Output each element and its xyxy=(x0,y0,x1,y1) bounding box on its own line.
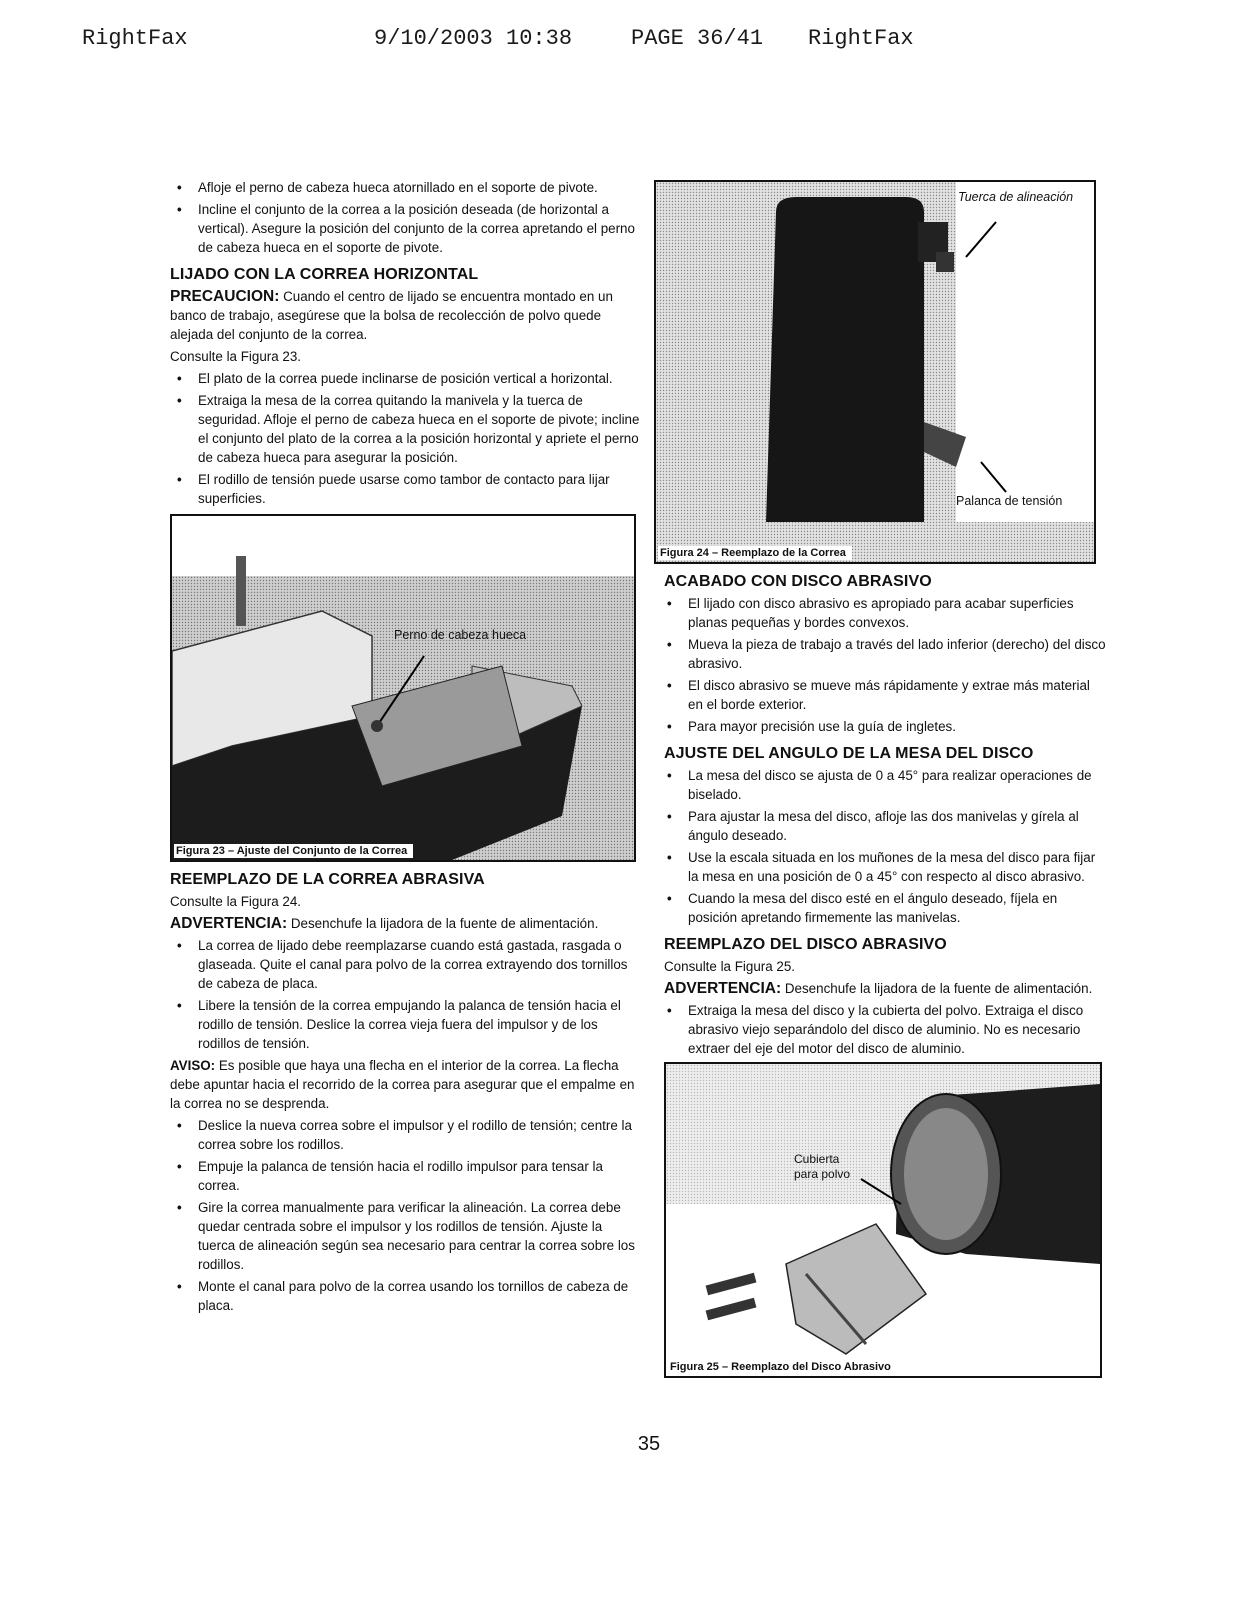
sec2-bullet-list-a xyxy=(170,936,640,1053)
warning-lead: ADVERTENCIA: xyxy=(170,915,288,932)
heading-disc-finishing: ACABADO CON DISCO ABRASIVO xyxy=(664,573,932,590)
figure-23-caption: Figura 23 – Ajuste del Conjunto de la Correa xyxy=(174,844,413,858)
sec4-bullet-list xyxy=(664,766,1106,927)
list-item: • La correa de lijado debe reemplazarse cuando está gastada, rasgada o glaseada. Quite el canal para polvo de la correa extrayendo dos tornillos de cabeza de placa. xyxy=(174,936,640,993)
fax-app-right: RightFax xyxy=(808,26,914,51)
list-item: • Para mayor precisión use la guía de ingletes. xyxy=(664,717,1106,736)
list-item: • El rodillo de tensión puede usarse como tambor de contacto para lijar superficies. xyxy=(174,470,640,508)
fax-app-left: RightFax xyxy=(82,26,188,51)
heading-disc-table-angle: AJUSTE DEL ANGULO DE LA MESA DEL DISCO xyxy=(664,745,1034,762)
figure-24 xyxy=(654,180,1096,564)
callout-dust-cover-line1: Cubierta xyxy=(794,1152,840,1166)
list-item: • Incline el conjunto de la correa a la posición deseada (de horizontal a vertical). Asegure la posición del conjunto de la correa apretando el perno de cabeza hueca en el soporte de pivote. xyxy=(174,200,640,257)
sec1-bullet-list xyxy=(170,369,640,508)
list-item: • Cuando la mesa del disco esté en el ángulo deseado, fíjela en posición apretando firmemente las manivelas. xyxy=(664,889,1106,927)
list-item: • Deslice la nueva correa sobre el impulsor y el rodillo de tensión; centre la correa sobre los rodillos. xyxy=(174,1116,640,1154)
caution-text: Cuando el centro de lijado se encuentra montado en un banco de trabajo, asegúrese que la bolsa de recolección de polvo quede alejada del conjunto de la correa. xyxy=(170,289,613,342)
sec3-bullet-list xyxy=(664,594,1106,736)
callout-alignment-nut: Tuerca de alineación xyxy=(958,190,1074,204)
fax-datetime: 9/10/2003 10:38 xyxy=(374,26,573,51)
list-item: • Extraiga la mesa de la correa quitando la manivela y la tuerca de seguridad. Afloje el perno de cabeza hueca en el soporte de pivote; incline el conjunto del plato de la correa a la posición horizontal y apriete el perno de cabeza hueca para asegurar la posición. xyxy=(174,391,640,467)
sec2-bullet-list-b xyxy=(170,1116,640,1315)
notice-paragraph xyxy=(170,1056,640,1113)
list-item: • Use la escala situada en los muñones de la mesa del disco para fijar la mesa en una posición de 0 a 45° con respecto al disco abrasivo. xyxy=(664,848,1106,886)
list-item: • Empuje la palanca de tensión hacia el rodillo impulsor para tensar la correa. xyxy=(174,1157,640,1195)
belt-assembly-illustration xyxy=(172,516,634,860)
list-item: • Gire la correa manualmente para verificar la alineación. La correa debe quedar centrada sobre el impulsor y los rodillos de tensión. Ajuste la tuerca de alineación según sea necesario para centrar la correa sobre los rodillos. xyxy=(174,1198,640,1274)
figure-25 xyxy=(664,1062,1102,1378)
list-item: • El disco abrasivo se mueve más rápidamente y extrae más material en el borde exterior. xyxy=(664,676,1106,714)
list-item: • El plato de la correa puede inclinarse de posición vertical a horizontal. xyxy=(174,369,640,388)
figure-24-caption: Figura 24 – Reemplazo de la Correa xyxy=(658,546,852,560)
heading-replace-belt: REEMPLAZO DE LA CORREA ABRASIVA xyxy=(170,871,485,888)
warning-paragraph-disc xyxy=(664,979,1106,998)
list-item: • La mesa del disco se ajusta de 0 a 45° para realizar operaciones de biselado. xyxy=(664,766,1106,804)
list-item: • Mueva la pieza de trabajo a través del lado inferior (derecho) del disco abrasivo. xyxy=(664,635,1106,673)
intro-bullet-list xyxy=(170,178,640,257)
right-column xyxy=(660,180,1106,1378)
warning-text-disc: Desenchufe la lijadora de la fuente de alimentación. xyxy=(784,981,1093,996)
page-number: 35 xyxy=(637,1433,661,1455)
list-item: • Monte el canal para polvo de la correa usando los tornillos de cabeza de placa. xyxy=(174,1277,640,1315)
see-figure-23: Consulte la Figura 23. xyxy=(170,349,302,364)
heading-replace-disc: REEMPLAZO DEL DISCO ABRASIVO xyxy=(664,936,947,953)
list-item: • Libere la tensión de la correa empujando la palanca de tensión hacia el rodillo de tensión. Deslice la correa vieja fuera del impulsor y de los rodillos de tensión. xyxy=(174,996,640,1053)
left-column xyxy=(170,178,640,1318)
list-item: • Para ajustar la mesa del disco, afloje las dos manivelas y gírela al ángulo deseado. xyxy=(664,807,1106,845)
list-item: • Extraiga la mesa del disco y la cubierta del polvo. Extraiga el disco abrasivo viejo separándolo del disco de aluminio. No es necesario extraer del eje del motor del disco de aluminio. xyxy=(664,1001,1106,1058)
figure-23 xyxy=(170,514,636,862)
figure-25-caption: Figura 25 – Reemplazo del Disco Abrasivo xyxy=(668,1360,897,1374)
warning-paragraph xyxy=(170,914,640,933)
caution-paragraph xyxy=(170,287,640,344)
sec5-bullet-list xyxy=(664,1001,1106,1058)
list-item: • Afloje el perno de cabeza hueca atornillado en el soporte de pivote. xyxy=(174,178,640,197)
disc-replacement-illustration xyxy=(666,1064,1100,1376)
callout-dust-cover xyxy=(794,1152,850,1182)
callout-dust-cover-line2: para polvo xyxy=(794,1167,851,1181)
callout-tension-lever: Palanca de tensión xyxy=(956,494,1063,508)
see-figure-25: Consulte la Figura 25. xyxy=(664,959,796,974)
caution-lead: PRECAUCION: xyxy=(170,288,280,305)
notice-text: Es posible que haya una flecha en el interior de la correa. La flecha debe apuntar hacia el recorrido de la correa para asegurar que el empalme en la correa no se desprenda. xyxy=(170,1058,635,1111)
see-figure-24: Consulte la Figura 24. xyxy=(170,894,302,909)
heading-horizontal-belt-sanding: LIJADO CON LA CORREA HORIZONTAL xyxy=(170,266,479,283)
fax-page: PAGE 36/41 xyxy=(631,26,764,51)
warning-lead-disc: ADVERTENCIA: xyxy=(664,980,782,997)
warning-text: Desenchufe la lijadora de la fuente de alimentación. xyxy=(290,916,599,931)
notice-lead: AVISO: xyxy=(170,1058,216,1073)
callout-socket-bolt: Perno de cabeza hueca xyxy=(394,628,527,642)
list-item: • El lijado con disco abrasivo es apropiado para acabar superficies planas pequeñas y bordes convexos. xyxy=(664,594,1106,632)
fax-header xyxy=(0,26,1244,56)
